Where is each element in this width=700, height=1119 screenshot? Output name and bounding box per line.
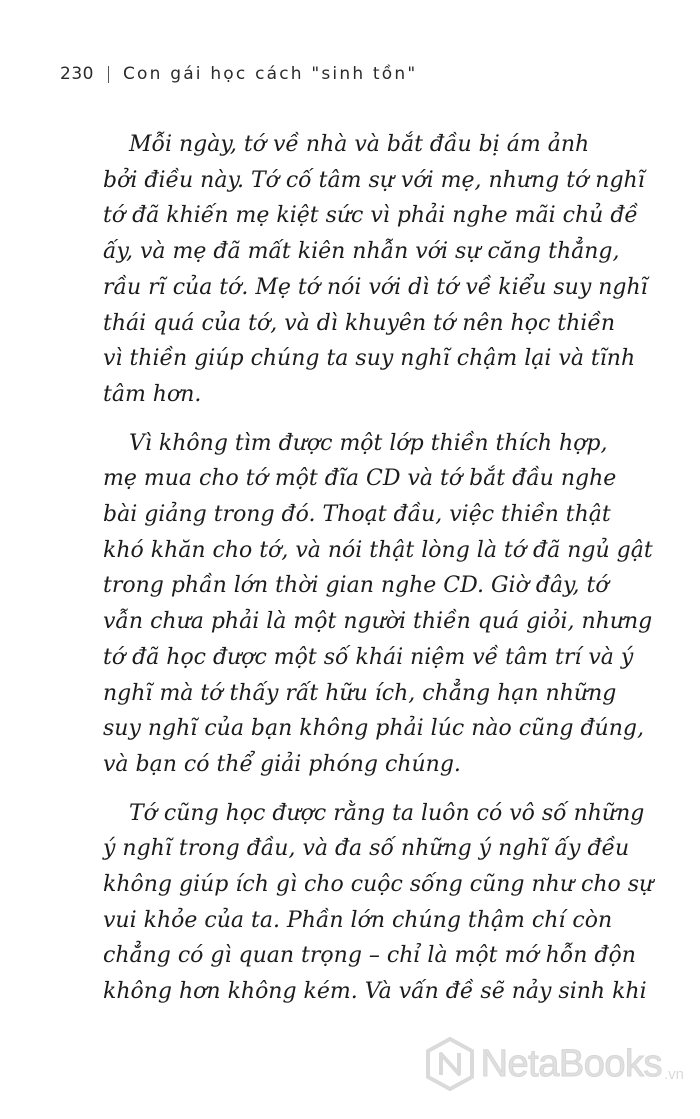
text-line: khó khăn cho tớ, và nói thật lòng là tớ đã ngủ gật [103,537,653,563]
text-line: ấy, và mẹ đã mất kiên nhẫn với sự căng thẳng, [103,239,620,265]
text-line: nghĩ mà tớ thấy rất hữu ích, chẳng hạn những [103,680,617,706]
text-line: vui khỏe của ta. Phần lớn chúng thậm chí còn [103,907,613,933]
text-line: Mỗi ngày, tớ về nhà và bắt đầu bị ám ảnh [129,132,590,157]
watermark-suffix: .vn [663,1066,684,1083]
text-line: suy nghĩ của bạn không phải lúc nào cũng đúng, [103,716,644,742]
netabooks-logo-icon [425,1037,475,1091]
paragraph [103,127,648,413]
text-line: tớ đã khiến mẹ kiệt sức vì phải nghe mãi chủ đề [103,203,638,229]
text-line: trong phần lớn thời gian nghe CD. Giờ đây, tớ [103,573,609,599]
header-divider [108,66,109,83]
text-line: vẫn chưa phải là một người thiền quá giỏi, nhưng [103,609,653,635]
text-line: thái quá của tớ, và dì khuyên tớ nên học thiền [103,310,616,336]
paragraph [103,426,653,783]
text-line: Tớ cũng học được rằng ta luôn có vô số những [129,800,645,826]
body-text [103,127,654,1023]
running-head [60,64,417,84]
text-line: vì thiền giúp chúng ta suy nghĩ chậm lại và tĩnh [103,346,636,372]
watermark-brand: NetaBooks [480,1042,662,1085]
page-number: 230 [60,64,94,84]
text-line: chẳng có gì quan trọng – chỉ là một mớ hỗn độn [103,943,636,969]
text-line: và bạn có thể giải phóng chúng. [103,751,461,777]
text-line: không hơn không kém. Và vấn đề sẽ nảy sinh khi [103,979,647,1005]
text-line: Vì không tìm được một lớp thiền thích hợp, [129,430,608,456]
watermark [425,1037,684,1091]
text-line: tâm hơn. [103,381,202,407]
text-line: rầu rĩ của tớ. Mẹ tớ nói với dì tớ về kiểu suy nghĩ [103,274,648,300]
book-title: Con gái học cách "sinh tồn" [122,64,418,84]
paragraph [103,796,654,1010]
text-line: mẹ mua cho tớ một đĩa CD và tớ bắt đầu nghe [103,466,617,492]
text-line: không giúp ích gì cho cuộc sống cũng như cho sự [103,872,654,898]
text-line: bài giảng trong đó. Thoạt đầu, việc thiền thật [103,502,611,528]
text-line: ý nghĩ trong đầu, và đa số những ý nghĩ ấy đều [103,836,630,862]
text-line: bởi điều này. Tớ cố tâm sự với mẹ, nhưng tớ nghĩ [103,167,645,193]
text-line: tớ đã học được một số khái niệm về tâm trí và ý [103,644,634,670]
